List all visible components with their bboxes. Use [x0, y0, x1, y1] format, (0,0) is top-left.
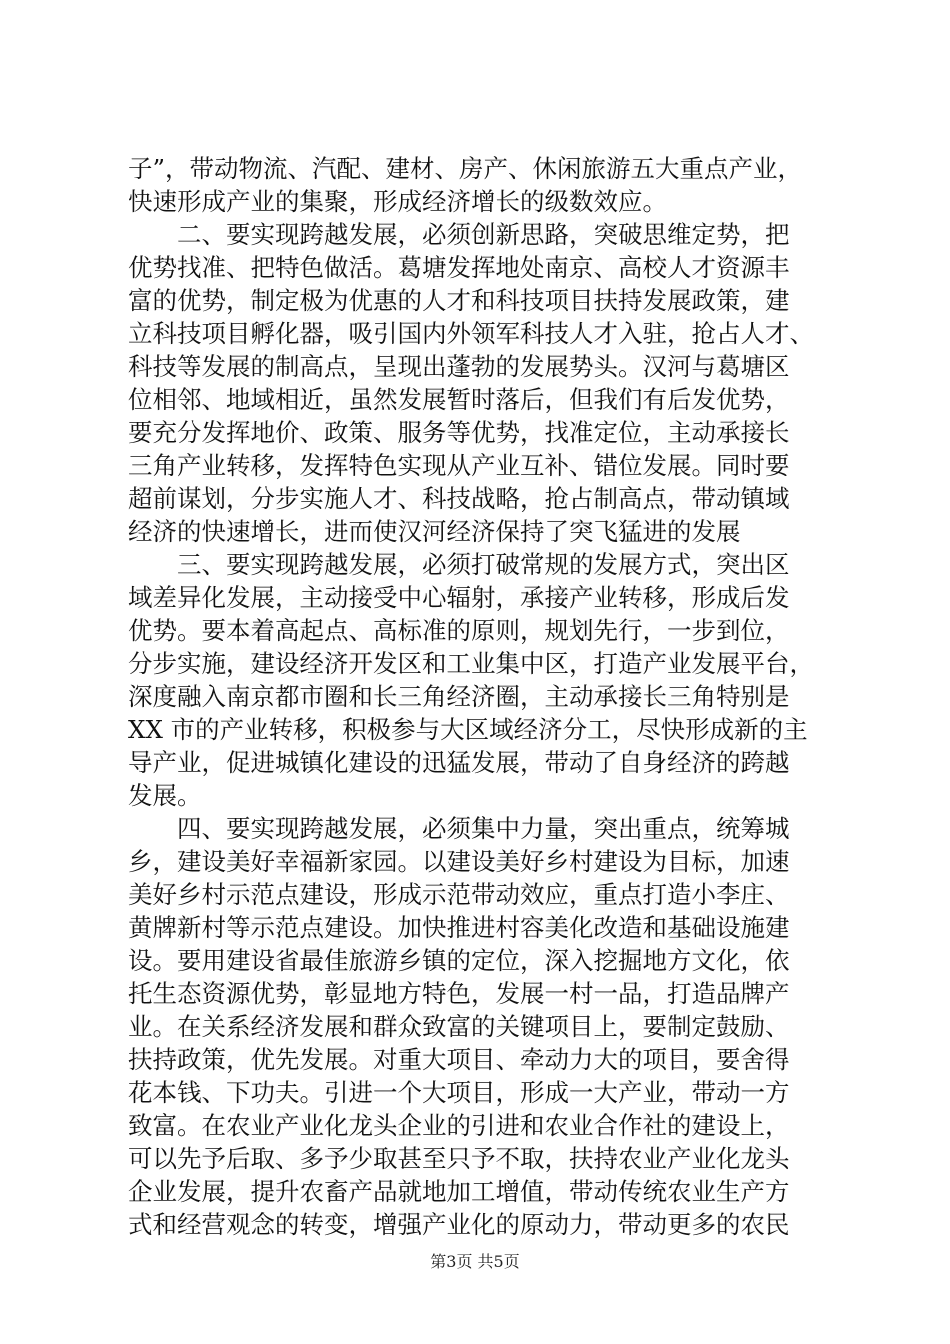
text-line: 科技等发展的制高点，呈现出蓬勃的发展势头。汉河与葛塘区	[128, 352, 790, 381]
text-line: 四、要实现跨越发展，必须集中力量，突出重点，统筹城	[128, 814, 790, 843]
text-line: 立科技项目孵化器，吸引国内外领军科技人才入驻，抢占人才、	[128, 319, 814, 348]
text-line: 子”，带动物流、汽配、建材、房产、休闲旅游五大重点产业，	[128, 154, 803, 183]
text-line: 快速形成产业的集聚，形成经济增长的级数效应。	[128, 187, 667, 216]
text-line: 致富。在农业产业化龙头企业的引进和农业合作社的建设上，	[128, 1111, 790, 1140]
text-line: 可以先予后取、多予少取甚至只予不取，扶持农业产业化龙头	[128, 1144, 790, 1173]
text-line: 扶持政策，优先发展。对重大项目、牵动力大的项目，要舍得	[128, 1045, 790, 1074]
text-line: 深度融入南京都市圈和长三角经济圈，主动承接长三角特别是	[128, 682, 790, 711]
text-line: 发展。	[128, 781, 202, 810]
text-line: 分步实施，建设经济开发区和工业集中区，打造产业发展平台，	[128, 649, 814, 678]
text-line: 托生态资源优势，彰显地方特色，发展一村一品，打造品牌产	[128, 979, 790, 1008]
document-body	[128, 152, 838, 1241]
text-line: 三角产业转移，发挥特色实现从产业互补、错位发展。同时要	[128, 451, 790, 480]
text-line: 优势找准、把特色做活。葛塘发挥地处南京、高校人才资源丰	[128, 253, 790, 282]
text-line: 黄牌新村等示范点建设。加快推进村容美化改造和基础设施建	[128, 913, 790, 942]
text-line: 业。在关系经济发展和群众致富的关键项目上，要制定鼓励、	[128, 1012, 790, 1041]
text-line: 经济的快速增长，进而使汉河经济保持了突飞猛进的发展	[128, 517, 741, 546]
text-line: 超前谋划，分步实施人才、科技战略，抢占制高点，带动镇域	[128, 484, 790, 513]
page-number-footer: 第3页 共5页	[430, 1252, 520, 1271]
text-line: 域差异化发展，主动接受中心辐射，承接产业转移，形成后发	[128, 583, 790, 612]
text-line: 企业发展，提升农畜产品就地加工增值，带动传统农业生产方	[128, 1177, 790, 1206]
text-line: 乡，建设美好幸福新家园。以建设美好乡村建设为目标，加速	[128, 847, 790, 876]
text-line: 二、要实现跨越发展，必须创新思路，突破思维定势，把	[128, 220, 790, 249]
text-line: 美好乡村示范点建设，形成示范带动效应，重点打造小李庄、	[128, 880, 790, 909]
text-line: 花本钱、下功夫。引进一个大项目，形成一大产业，带动一方	[128, 1078, 790, 1107]
text-line: 优势。要本着高起点、高标准的原则，规划先行，一步到位，	[128, 616, 790, 645]
text-line: 要充分发挥地价、政策、服务等优势，找准定位，主动承接长	[128, 418, 790, 447]
text-line: 位相邻、地域相近，虽然发展暂时落后，但我们有后发优势，	[128, 385, 790, 414]
text-line: 导产业，促进城镇化建设的迅猛发展，带动了自身经济的跨越	[128, 748, 790, 777]
text-line: 富的优势，制定极为优惠的人才和科技项目扶持发展政策，建	[128, 286, 790, 315]
text-line: 三、要实现跨越发展，必须打破常规的发展方式，突出区	[128, 550, 790, 579]
text-line: 式和经营观念的转变，增强产业化的原动力，带动更多的农民	[128, 1210, 790, 1239]
text-line: XX 市的产业转移，积极参与大区域经济分工，尽快形成新的主	[128, 715, 808, 744]
text-line: 设。要用建设省最佳旅游乡镇的定位，深入挖掘地方文化，依	[128, 946, 790, 975]
